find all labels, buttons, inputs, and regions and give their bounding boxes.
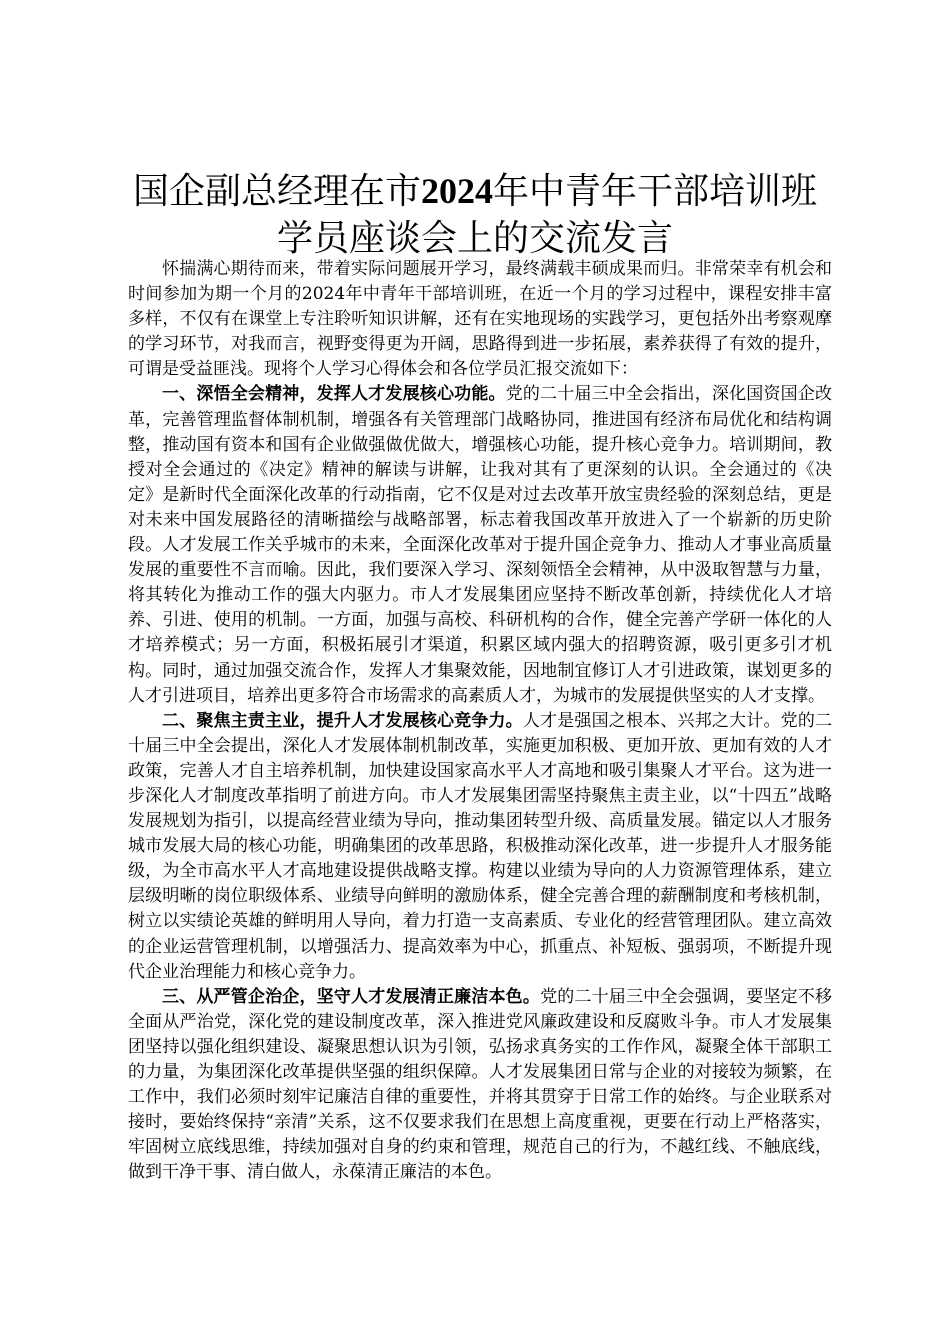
document-title-line-2: 学员座谈会上的交流发言	[276, 218, 673, 259]
paragraph-text: 党的二十届三中全会指出，深化国资国企改革，完善管理监督体制机制，增强各有关管理部门战略协同，推进国有经济布局优化和结构调整，推动国有资本和国有企业做强做优做大，增强核心功能，提升核心竞争力。培训期间，教授对全会通过的《决定》精神的解读与讲解，让我对其有了更深刻的认识。全会通过的《决定》是新时代全面深化改革的行动指南，它不仅是对过去改革开放宝贵经验的深刻总结，更是对未来中国发展路径的清晰描绘与战略部署，标志着我国改革开放进入了一个崭新的历史阶段。人才发展工作关乎城市的未来，全面深化改革对于提升国企竞争力、推动人才事业高质量发展的重要性不言而喻。因此，我们要深入学习、深刻领悟全会精神，从中汲取智慧与力量，将其转化为推动工作的强大内驱力。市人才发展集团应坚持不断改革创新，持续优化人才培养、引进、使用的机制。一方面，加强与高校、科研机构的合作，健全完善产学研一体化的人才培养模式；另一方面，积极拓展引才渠道，积累区域内强大的招聘资源，吸引更多引才机构。同时，通过加强交流合作，发挥人才集聚效能，因地制宜修订人才引进政策，谋划更多的人才引进项目，培养出更多符合市场需求的高素质人才，为城市的发展提供坚实的人才支撑。	[128, 384, 833, 706]
paragraph-text: 党的二十届三中全会强调，要坚定不移全面从严治党，深化党的建设制度改革，深入推进党风廉政建设和反腐败斗争。市人才发展集团坚持以强化组织建设、凝聚思想认识为引领，弘扬求真务实的工作作风，凝聚全体干部职工的力量，为集团深化改革提供坚强的组织保障。人才发展集团日常与企业的对接较为频繁，在工作中，我们必须时刻牢记廉洁自律的重要性，并将其贯穿于日常工作的始终。与企业联系对接时，要始终保持“亲清”关系，这不仅要求我们在思想上高度重视，更要在行动上严格落实，牢固树立底线思维，持续加强对自身的约束和管理，规范自己的行为，不越红线、不触底线，做到干净干事、清白做人，永葆清正廉洁的本色。	[128, 986, 833, 1183]
title-year: 2024	[421, 171, 493, 211]
section-2-heading: 二、聚焦主责主业，提升人才发展核心竞争力。	[162, 710, 523, 731]
section-3-heading: 三、从严管企治企，坚守人才发展清正廉洁本色。	[162, 986, 541, 1007]
paragraph-section-1	[128, 382, 832, 708]
paragraph-intro	[128, 257, 832, 382]
document-body	[128, 257, 832, 1185]
section-1-heading: 一、深悟全会精神，发挥人才发展核心功能。	[162, 384, 506, 405]
paragraph-text: 怀揣满心期待而来，带着实际问题展开学习，最终满载丰硕成果而归。非常荣幸有机会和时间参加为期一个月的2024年中青年干部培训班，在近一个月的学习过程中，课程安排丰富多样，不仅有在课堂上专注聆听知识讲解，还有在实地现场的实践学习，更包括外出考察观摩的学习环节，对我而言，视野变得更为开阔，思路得到进一步拓展，素养获得了有效的提升，可谓是受益匪浅。现将个人学习心得体会和各位学员汇报交流如下：	[128, 259, 832, 380]
title-part-1: 国企副总经理在市	[132, 171, 421, 212]
paragraph-text: 人才是强国之根本、兴邦之大计。党的二十届三中全会提出，深化人才发展体制机制改革，实施更加积极、更加开放、更加有效的人才政策，完善人才自主培养机制，加快建设国家高水平人才高地和吸引集聚人才平台。这为进一步深化人才制度改革指明了前进方向。市人才发展集团需坚持聚焦主责主业，以“十四五”战略发展规划为指引，以提高经营业绩为导向，推动集团转型升级、高质量发展。锚定以人才服务城市发展大局的核心功能，明确集团的改革思路，积极推动深化改革，进一步提升人才服务能级，为全市高水平人才高地建设提供战略支撑。构建以业绩为导向的人力资源管理体系，建立层级明晰的岗位职级体系、业绩导向鲜明的激励体系，健全完善合理的薪酬制度和考核机制，树立以实绩论英雄的鲜明用人导向，着力打造一支高素质、专业化的经营管理团队。建立高效的企业运营管理机制，以增强活力、提高效率为中心，抓重点、补短板、强弱项，不断提升现代企业治理能力和核心竞争力。	[128, 710, 833, 982]
paragraph-section-3	[128, 985, 832, 1186]
paragraph-section-2	[128, 709, 832, 985]
document-title-line-1	[110, 167, 840, 216]
title-part-2: 年中青年干部培训班	[493, 171, 818, 212]
